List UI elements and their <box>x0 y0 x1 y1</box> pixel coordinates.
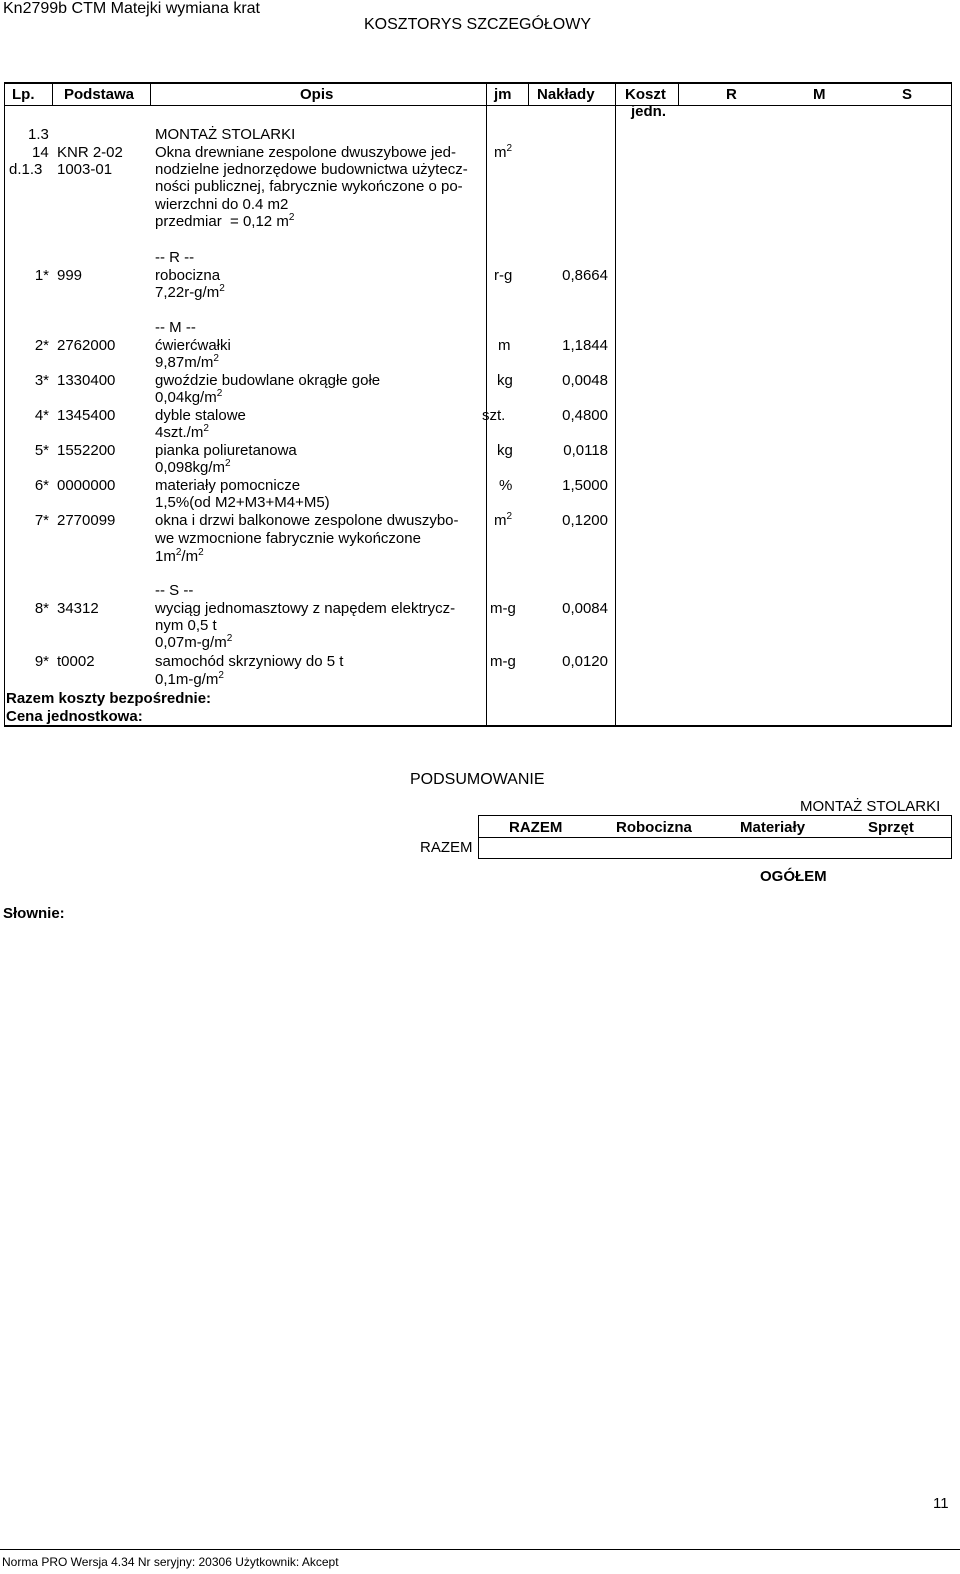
resource-code: 1552200 <box>57 442 116 459</box>
resource-name: robocizna <box>155 267 221 284</box>
position-desc-line-3: ności publicznej, fabrycznie wykończone o po- <box>155 178 463 195</box>
resource-name-cont: nym 0,5 t <box>155 617 217 634</box>
resource-code: 34312 <box>57 600 99 617</box>
col-header-m: M <box>813 86 826 103</box>
position-desc-line-4: wierzchni do 0.4 m2 <box>155 196 289 213</box>
position-base-2: 1003-01 <box>57 161 113 178</box>
resource-lp: 4* <box>34 407 49 424</box>
footer-divider <box>0 1549 960 1550</box>
resource-name: dyble stalowe <box>155 407 246 424</box>
resource-norm-text: 0,098kg/m <box>155 459 226 476</box>
superscript-2: 2 <box>198 547 204 558</box>
resource-value: 1,1844 <box>562 337 608 354</box>
superscript-2: 2 <box>213 353 219 364</box>
page-title: KOSZTORYS SZCZEGÓŁOWY <box>364 16 591 33</box>
resource-lp: 9* <box>34 653 49 670</box>
resource-value: 0,0084 <box>562 600 608 617</box>
document-code: Kn2799b CTM Matejki wymiana krat <box>3 0 260 17</box>
przedmiar-value: = 0,12 m <box>230 213 289 230</box>
summary-col-robocizna: Robocizna <box>616 819 692 836</box>
resource-norm-per: /m <box>181 548 199 565</box>
resource-norm <box>155 671 224 689</box>
footer-info: Norma PRO Wersja 4.34 Nr seryjny: 20306 Użytkownik: Akcept <box>2 1555 339 1569</box>
position-desc-line-1: Okna drewniane zespolone dwuszybowe jed- <box>155 144 457 161</box>
resource-norm-text: 7,22r-g/m <box>155 284 220 301</box>
resource-lp: 3* <box>34 372 49 389</box>
col-divider-koszt <box>678 82 679 106</box>
resource-value: 0,1200 <box>562 512 608 529</box>
resource-name: wyciąg jednomasztowy z napędem elektrycz- <box>155 600 456 617</box>
superscript-2: 2 <box>225 458 231 469</box>
przedmiar-label: przedmiar <box>155 213 222 230</box>
resource-name: samochód skrzyniowy do 5 t <box>155 653 344 670</box>
col-header-r: R <box>726 86 737 103</box>
table-right-border <box>951 82 952 726</box>
col-header-s: S <box>902 86 913 103</box>
col-divider-naklady <box>615 82 616 726</box>
superscript-2: 2 <box>226 633 233 644</box>
resource-jm: m <box>498 337 511 354</box>
resource-value: 0,0048 <box>562 372 608 389</box>
col-divider-podstawa <box>150 82 151 106</box>
resource-lp: 6* <box>34 477 49 494</box>
summary-col-razem: RAZEM <box>509 819 563 836</box>
resource-norm <box>155 459 231 477</box>
resource-code: 2762000 <box>57 337 116 354</box>
col-header-naklady: Nakłady <box>537 86 595 103</box>
resource-lp: 7* <box>34 512 49 529</box>
header-bottom-border <box>4 105 952 106</box>
superscript-2: 2 <box>203 423 209 434</box>
summary-section: MONTAŻ STOLARKI <box>800 798 941 815</box>
position-unit-text: m <box>494 144 507 161</box>
resource-code: 1345400 <box>57 407 116 424</box>
superscript-2: 2 <box>219 283 225 294</box>
resource-value: 1,5000 <box>562 477 608 494</box>
position-base-1: KNR 2-02 <box>57 144 123 161</box>
position-desc-line-2: nodzielne jednorzędowe budownictwa użytecz- <box>155 161 468 178</box>
summary-bottom-border <box>478 858 952 859</box>
table-bottom-border <box>4 725 952 727</box>
resource-jm: m-g <box>490 653 516 670</box>
superscript-2: 2 <box>175 547 182 558</box>
superscript-2: 2 <box>506 511 513 522</box>
summary-col-sprzet: Sprzęt <box>868 819 914 836</box>
summary-ogolem: OGÓŁEM <box>760 868 827 885</box>
section-number: 1.3 <box>28 126 49 143</box>
group-s-label: -- S -- <box>155 582 194 599</box>
resource-value: 0,4800 <box>562 407 608 424</box>
position-unit <box>494 144 512 162</box>
summary-col-materialy: Materiały <box>740 819 806 836</box>
col-header-opis: Opis <box>300 86 334 103</box>
col-header-lp: Lp. <box>12 86 35 103</box>
resource-norm: 1,5%(od M2+M3+M4+M5) <box>155 494 330 511</box>
resource-name: pianka poliuretanowa <box>155 442 297 459</box>
superscript-2: 2 <box>506 143 513 154</box>
col-header-koszt-jedn: jedn. <box>631 103 667 120</box>
col-header-jm: jm <box>494 86 512 103</box>
resource-code: t0002 <box>57 653 95 670</box>
resource-jm: szt. <box>482 407 506 424</box>
col-divider-opis <box>486 82 487 726</box>
superscript-2: 2 <box>288 212 295 223</box>
superscript-2: 2 <box>218 670 224 681</box>
resource-norm <box>155 354 219 372</box>
resource-norm-text: 1m <box>155 548 176 565</box>
resource-lp: 2* <box>34 337 49 354</box>
table-top-border <box>4 82 952 84</box>
resource-value: 0,8664 <box>562 267 608 284</box>
resource-name: okna i drzwi balkonowe zespolone dwuszybo- <box>155 512 459 529</box>
resource-lp: 5* <box>34 442 49 459</box>
page-number: 11 <box>933 1495 949 1512</box>
resource-lp: 8* <box>34 600 49 617</box>
summary-top-border <box>478 815 952 816</box>
resource-norm <box>155 548 204 566</box>
resource-value: 0,0118 <box>563 442 608 459</box>
resource-norm <box>155 424 209 442</box>
position-lp-section: d.1.3 <box>9 161 43 178</box>
section-title: MONTAŻ STOLARKI <box>155 126 296 143</box>
cena-jednostkowa-label: Cena jednostkowa: <box>6 708 143 725</box>
summary-title: PODSUMOWANIE <box>410 771 545 788</box>
table-left-border <box>4 82 5 726</box>
col-header-koszt: Koszt <box>625 86 666 103</box>
resource-code: 0000000 <box>57 477 116 494</box>
resource-norm-text: 4szt./m <box>155 424 204 441</box>
resource-name-cont: we wzmocnione fabrycznie wykończone <box>155 530 421 547</box>
resource-jm: m-g <box>490 600 516 617</box>
summary-row-razem: RAZEM <box>420 839 473 856</box>
position-lp: 14 <box>32 144 49 161</box>
resource-norm-text: 0,1m-g/m <box>155 671 219 688</box>
razem-koszty-label: Razem koszty bezpośrednie: <box>6 690 212 707</box>
resource-code: 999 <box>57 267 83 284</box>
resource-code: 2770099 <box>57 512 116 529</box>
resource-jm-text: m <box>494 512 507 529</box>
resource-jm: r-g <box>494 267 513 284</box>
resource-name: materiały pomocnicze <box>155 477 301 494</box>
summary-right-border <box>951 815 952 859</box>
superscript-2: 2 <box>216 388 223 399</box>
resource-jm: % <box>499 477 513 494</box>
resource-norm <box>155 634 232 652</box>
resource-name: ćwierćwałki <box>155 337 231 354</box>
resource-norm-text: 9,87m/m <box>155 354 214 371</box>
slownie-label: Słownie: <box>3 905 65 922</box>
col-header-podstawa: Podstawa <box>64 86 135 103</box>
summary-left-border <box>478 815 479 859</box>
resource-code: 1330400 <box>57 372 116 389</box>
przedmiar <box>155 213 294 231</box>
resource-name: gwoździe budowlane okrągłe gołe <box>155 372 381 389</box>
summary-mid-border <box>478 837 952 838</box>
resource-norm <box>155 284 225 302</box>
group-m-label: -- M -- <box>155 319 196 336</box>
resource-lp: 1* <box>34 267 49 284</box>
resource-norm-text: 0,04kg/m <box>155 389 217 406</box>
resource-jm: kg <box>497 372 513 389</box>
resource-norm <box>155 389 222 407</box>
col-divider-jm <box>528 82 529 106</box>
resource-value: 0,0120 <box>562 653 608 670</box>
resource-norm-text: 0,07m-g/m <box>155 634 227 651</box>
group-r-label: -- R -- <box>155 249 195 266</box>
resource-jm: kg <box>497 442 513 459</box>
col-divider-lp <box>52 82 53 106</box>
resource-jm <box>494 512 512 530</box>
